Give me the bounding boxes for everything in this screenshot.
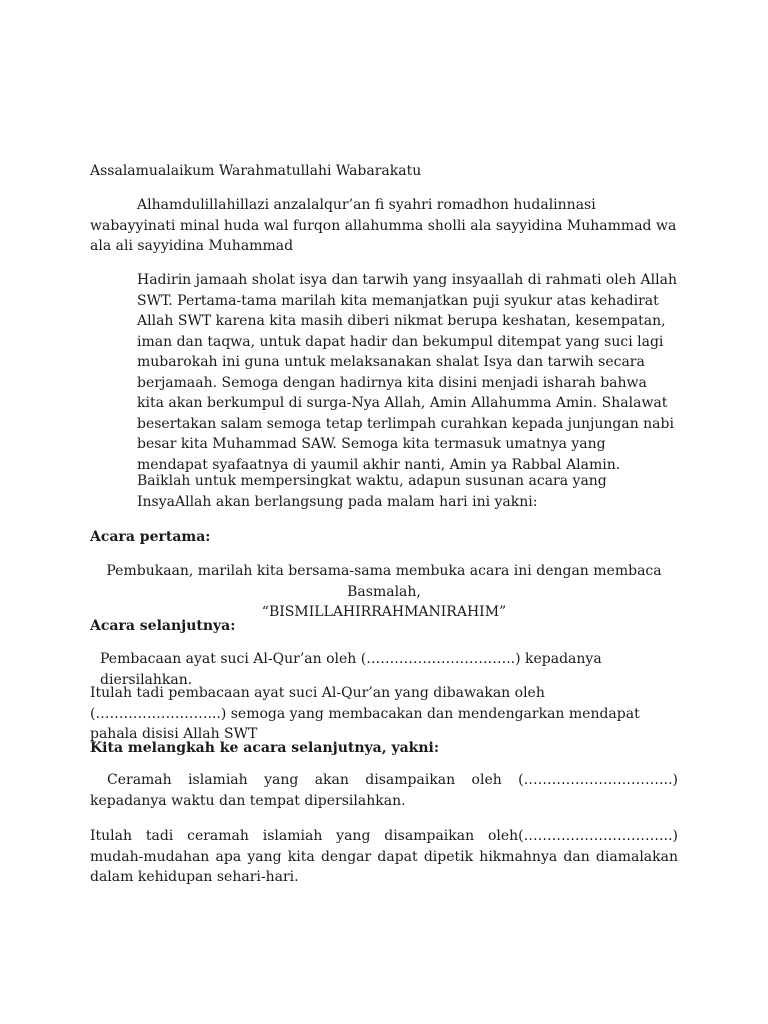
agenda-intro-paragraph: Baiklah untuk mempersingkat waktu, adapun susunan acara yang InsyaAllah akan berlangsung pada malam hari ini yakni: [137, 473, 607, 510]
sermon-paragraph: Ceramah islamiah yang akan disampaikan oleh (…………………………..) kepadanya waktu dan tempat dipersilahkan. [90, 772, 678, 809]
quran-recitation-paragraph: Pembacaan ayat suci Al-Qur’an oleh (…………………………..) kepadanya diersilahkan. [100, 651, 602, 688]
heading-acara-pertama: Acara pertama: [90, 529, 211, 545]
basmalah-line: “BISMILLAHIRRAHMANIRAHIM” [261, 604, 507, 620]
heading-kita-melangkah: Kita melangkah ke acara selanjutnya, yakni: [90, 740, 440, 756]
opening-paragraph [90, 561, 678, 623]
greeting-line: Assalamualaikum Warahmatullahi Wabarakatu [90, 163, 422, 179]
opening-line-1: Pembukaan, marilah kita bersama-sama membuka acara ini dengan membaca Basmalah, [106, 563, 662, 600]
heading-acara-selanjutnya: Acara selanjutnya: [90, 618, 236, 634]
audience-greeting-paragraph: Hadirin jamaah sholat isya dan tarwih yang insyaallah di rahmati oleh Allah SWT. Pertama-tama marilah kita memanjatkan puji syukur atas kehadirat Allah SWT karena kita masih diberi nikmat berupa keshatan, kesempatan, iman dan taqwa, untuk dapat hadir dan bekumpul ditempat yang suci lagi mubarokah ini guna untuk melaksanakan shalat Isya dan tarwih secara berjamaah. Semoga dengan hadirnya kita disini menjadi isharah bahwa kita akan berkumpul di surga-Nya Allah, Amin Allahumma Amin. Shalawat besertakan salam semoga tetap terlimpah curahkan kepada junjungan nabi besar kita Muhammad SAW. Semoga kita termasuk umatnya yang mendapat syafaatnya di yaumil akhir nanti, Amin ya Rabbal Alamin. [137, 272, 677, 473]
sermon-closing-paragraph: Itulah tadi ceramah islamiah yang disampaikan oleh(…………………………..) mudah-mudahan apa yang kita dengar dapat dipetik hikmahnya dan diamalakan dalam kehidupan sehari-hari. [90, 828, 678, 885]
opening-prayer-paragraph: Alhamdulillahillazi anzalalqur’an fi syahri romadhon hudalinnasi wabayyinati minal huda wal furqon allahumma sholli ala sayyidina Muhammad wa ala ali sayyidina Muhammad [90, 197, 677, 254]
recitation-closing-paragraph: Itulah tadi pembacaan ayat suci Al-Qur’an yang dibawakan oleh (……………………...) semoga yang membacakan dan mendengarkan mendapat pahala disisi Allah SWT [90, 685, 640, 742]
